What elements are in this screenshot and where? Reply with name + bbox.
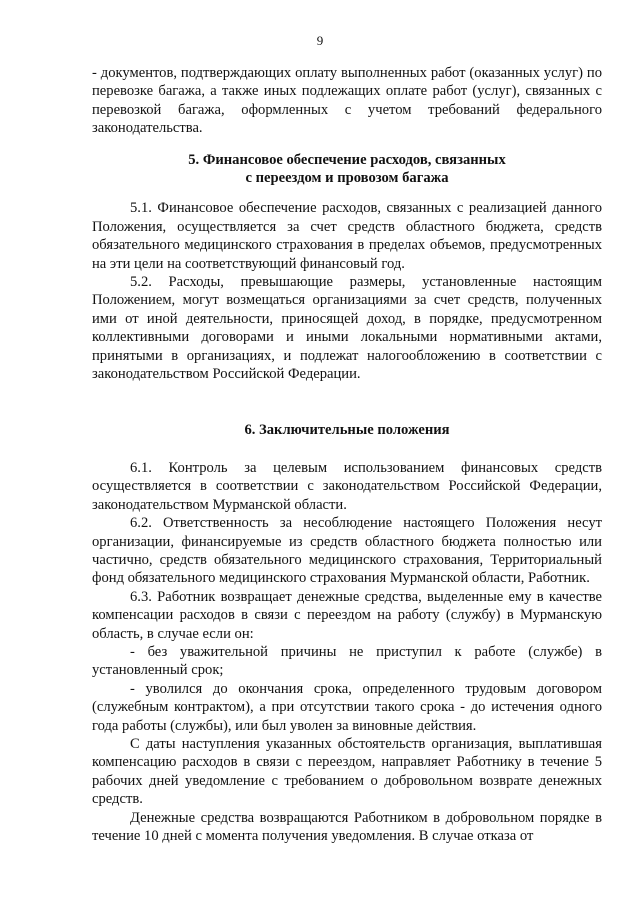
page-content (92, 64, 602, 845)
section-6-heading: 6. Заключительные положения (244, 421, 450, 438)
section-5-heading (92, 151, 602, 188)
paragraph-6-1: 6.1. Контроль за целевым использованием финансовых средств осуществляется в соответствии с законодательством Российской Федерации, законодательством Мурманской области. (92, 459, 602, 513)
bullet-item-1: - без уважительной причины не приступил к работе (службе) в установленный срок; (92, 643, 602, 679)
paragraph-5-2: 5.2. Расходы, превышающие размеры, установленные настоящим Положением, могут возмещаться организациями за счет средств, полученных ими от иной деятельности, приносящей доход, в порядке, предусмотренном коллективными договорами и иными локальными нормативными актами, принятыми в организациях, и подлежат налогообложению в соответствии с законодательством Российской Федерации. (92, 274, 602, 383)
section-5-heading-line-2: с переездом и провозом багажа (245, 170, 449, 187)
paragraph-6-5: Денежные средства возвращаются Работником в добровольном порядке в течение 10 дней с момента получения уведомления. В случае отказа от (92, 809, 602, 845)
paragraph-6-2: 6.2. Ответственность за несоблюдение настоящего Положения несут организации, финансируемые из средств областного бюджета полностью или частично, средств обязательного медицинского страхования, Территориальный фонд обязательного медицинского страхования Мурманской области, Работник. (92, 515, 602, 587)
paragraph-6-3: 6.3. Работник возвращает денежные средства, выделенные ему в качестве компенсации расходов в связи с переездом на работу (службу) в Мурманскую область, в случае если он: (92, 588, 602, 642)
paragraph-5-1: 5.1. Финансовое обеспечение расходов, связанных с реализацией данного Положения, осуществляется за счет средств областного бюджета, средств обязательного медицинского страхования в пределах объемов, предусмотренных на эти цели на соответствующий финансовый год. (92, 200, 602, 272)
intro-paragraph: - документов, подтверждающих оплату выполненных работ (оказанных услуг) по перевозке багажа, а также иных подлежащих оплате работ (услуг), связанных с перевозкой багажа, оформленных с учетом требований федерального законодательства. (92, 65, 602, 137)
bullet-item-2: - уволился до окончания срока, определенного трудовым договором (служебным контрактом), а при отсутствии такого срока - до истечения одного года работы (службы), или был уволен за виновные действия. (92, 680, 602, 734)
section-5-body (92, 199, 602, 383)
paragraph-6-4: С даты наступления указанных обстоятельств организация, выплатившая компенсацию расходов в связи с переездом, направляет Работнику в течение 5 рабочих дней уведомление с требованием о добровольном возврате денежных средств. (92, 736, 602, 808)
section-5-heading-line-1: 5. Финансовое обеспечение расходов, связанных (188, 151, 506, 168)
page-number: 9 (316, 33, 324, 48)
section-6-body (92, 459, 602, 846)
